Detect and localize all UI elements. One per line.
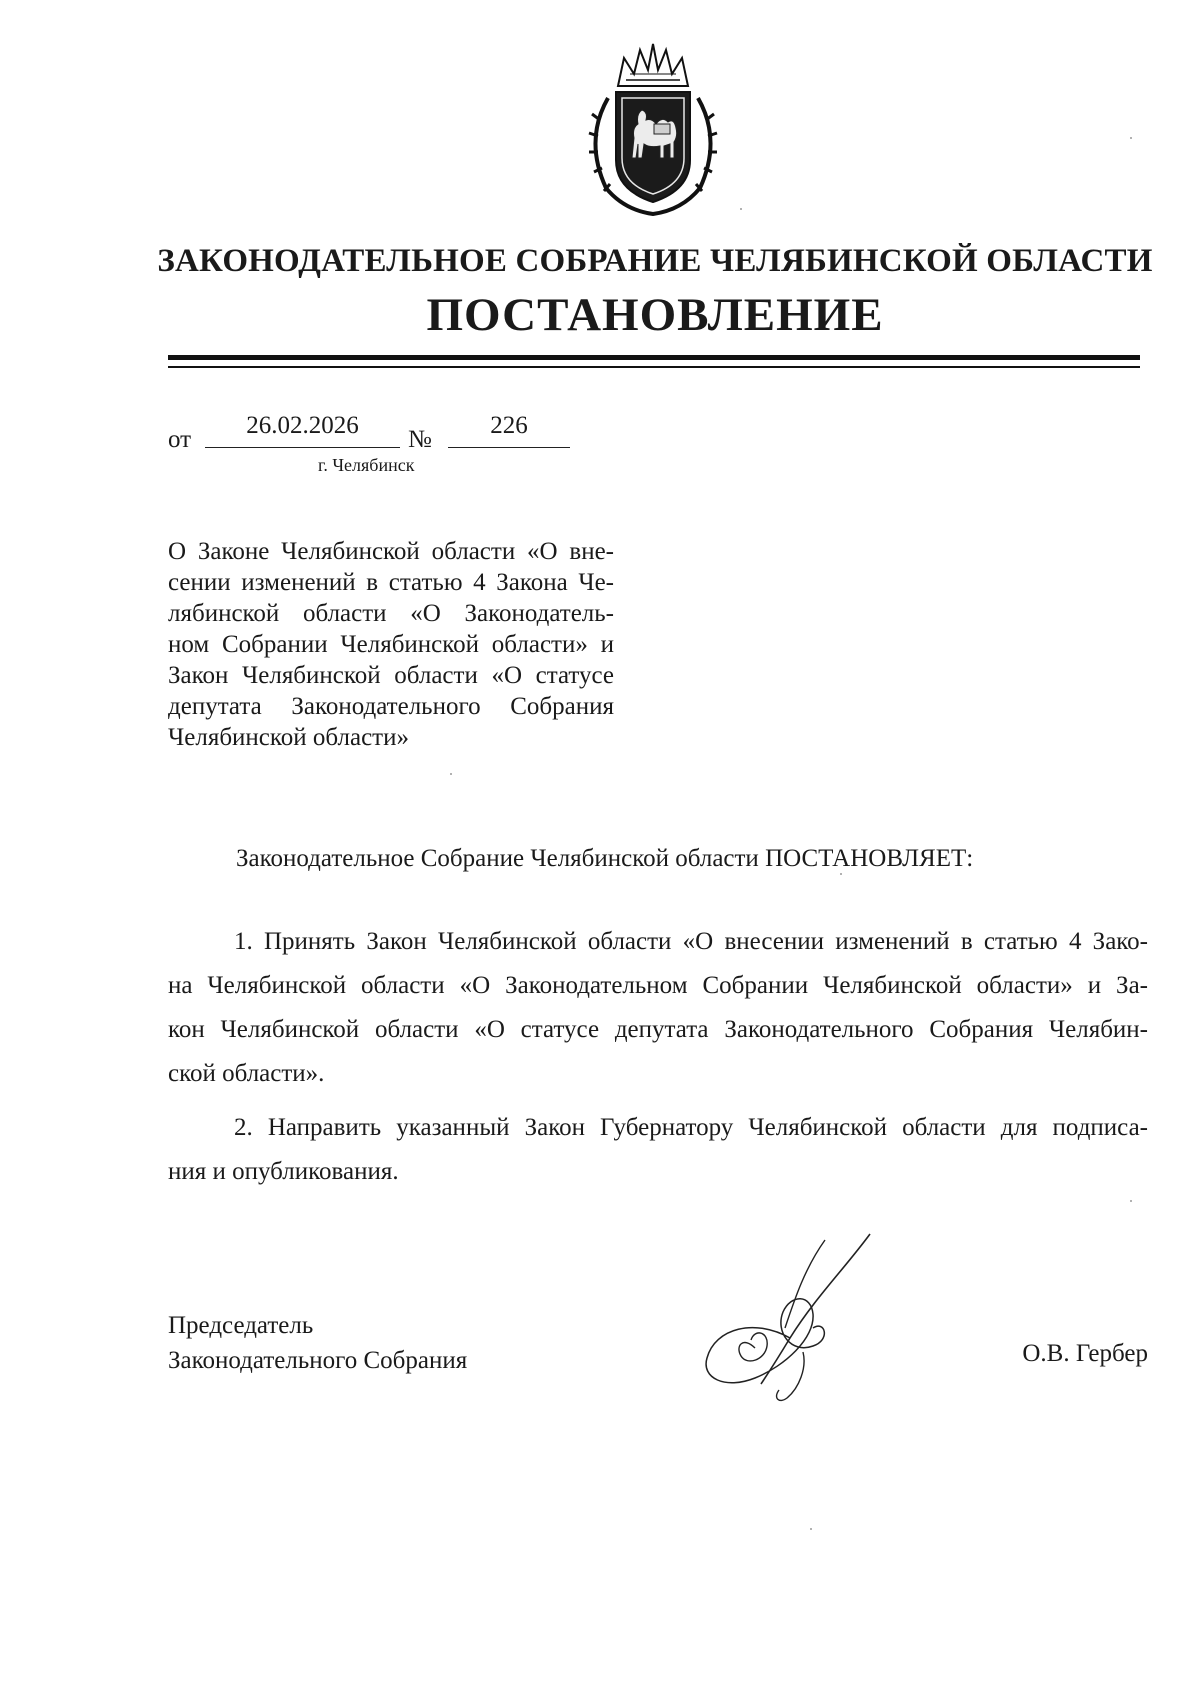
scan-speck (810, 1528, 812, 1530)
date-prefix: от (168, 426, 192, 453)
document-type-heading: ПОСТАНОВЛЕНИЕ (426, 289, 884, 341)
subject-line: депутата Законодательного Собрания (168, 693, 614, 720)
organization-title: ЗАКОНОДАТЕЛЬНОЕ СОБРАНИЕ ЧЕЛЯБИНСКОЙ ОБЛАСТИ (157, 243, 1153, 279)
body-line: ния и опубликования. (168, 1158, 399, 1185)
body-line: ской области». (168, 1060, 325, 1087)
document-date: 26.02.2026 (246, 412, 359, 439)
subject-line: О Законе Челябинской области «О вне- (168, 538, 614, 565)
signatory-title-line: Законодательного Собрания (168, 1347, 468, 1374)
chelyabinsk-oblast-coat-of-arms-icon (578, 40, 728, 218)
scan-speck (840, 873, 842, 875)
subject-line: Закон Челябинской области «О статусе (168, 662, 614, 689)
subject-line: лябинской области «О Законодатель- (168, 600, 614, 627)
subject-line: ном Собрании Челябинской области» и (168, 631, 614, 658)
signatory-title-line: Председатель (168, 1312, 314, 1339)
subject-line: Челябинской области» (168, 724, 409, 751)
signer-name: О.В. Гербер (1022, 1340, 1148, 1367)
body-line: на Челябинской области «О Законодательном Собрании Челябинской области» и За- (168, 972, 1148, 999)
body-line: 2. Направить указанный Закон Губернатору Челябинской области для подписа- (234, 1114, 1148, 1141)
document-subject (168, 536, 614, 753)
header-divider-thick (168, 355, 1140, 360)
document-number: 226 (490, 412, 528, 439)
date-underline (205, 447, 400, 448)
number-underline (448, 447, 570, 448)
scan-speck (1130, 1200, 1132, 1202)
scan-speck (740, 208, 742, 210)
signatory-title (168, 1308, 467, 1378)
document-city: г. Челябинск (318, 455, 415, 475)
scan-speck (450, 773, 452, 775)
resolution-preamble: Законодательное Собрание Челябинской области ПОСТАНОВЛЯЕТ: (236, 845, 974, 872)
handwritten-signature-icon (695, 1228, 895, 1408)
subject-line: сении изменений в статью 4 Закона Че- (168, 569, 614, 596)
body-line: 1. Принять Закон Челябинской области «О внесении изменений в статью 4 Зако- (234, 928, 1148, 955)
body-line: кон Челябинской области «О статусе депутата Законодательного Собрания Челябин- (168, 1016, 1148, 1043)
scan-speck (1130, 137, 1132, 139)
number-label: № (408, 426, 432, 453)
header-divider-thin (168, 366, 1140, 368)
